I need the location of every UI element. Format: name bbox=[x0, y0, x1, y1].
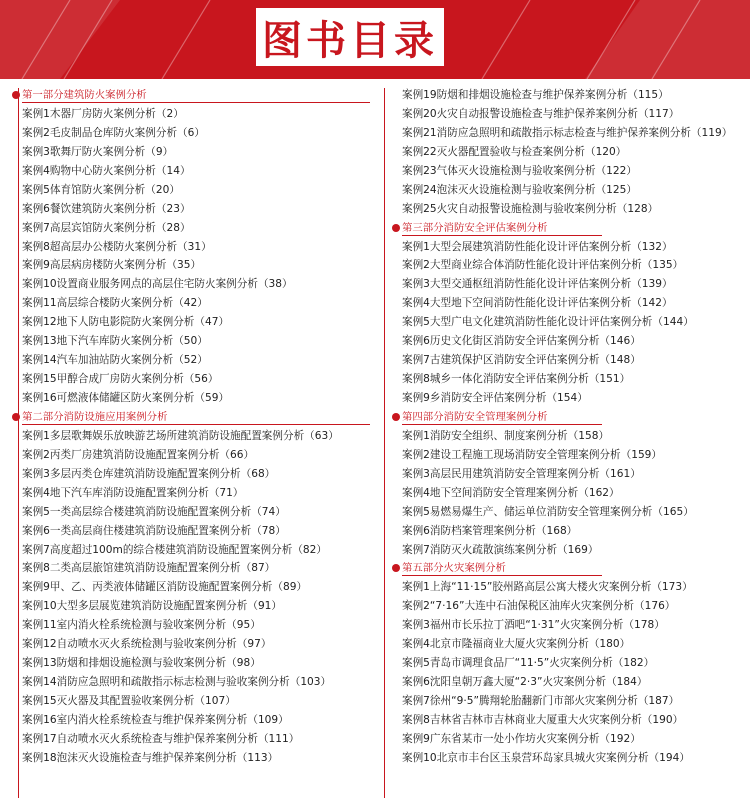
toc-entry-text: 案例7消防灭火疏散演练案例分析（169） bbox=[402, 543, 599, 556]
toc-entry bbox=[0, 465, 370, 484]
toc-entry bbox=[380, 86, 750, 105]
toc-entry-text: 案例9高层病房楼防火案例分析（35） bbox=[22, 259, 202, 272]
section-title: 第二部分消防设施应用案例分析 bbox=[22, 410, 168, 423]
toc-entry-text: 案例4地下汽车库消防设施配置案例分析（71） bbox=[22, 486, 244, 499]
toc-entry bbox=[380, 635, 750, 654]
toc-entry bbox=[380, 143, 750, 162]
toc-entry bbox=[380, 200, 750, 219]
section-bullet-icon bbox=[392, 564, 400, 572]
toc-right-column bbox=[380, 86, 750, 768]
toc-entry bbox=[0, 162, 370, 181]
section-heading bbox=[0, 408, 370, 427]
page-title: 图书目录 bbox=[262, 17, 438, 64]
section-heading bbox=[380, 559, 750, 578]
section-bullet-icon bbox=[12, 91, 20, 99]
toc-entry bbox=[0, 522, 370, 541]
toc-entry bbox=[380, 427, 750, 446]
section-title: 第三部分消防安全评估案例分析 bbox=[402, 221, 548, 234]
toc-entry bbox=[0, 427, 370, 446]
toc-entry-text: 案例3福州市长乐拉丁酒吧“1·31”火灾案例分析（178） bbox=[402, 619, 665, 632]
toc-entry-text: 案例4北京市隆福商业大厦火灾案例分析（180） bbox=[402, 638, 631, 651]
toc-entry-text: 案例7古建筑保护区消防安全评估案例分析（148） bbox=[402, 354, 641, 367]
toc-entry-text: 案例6历史文化街区消防安全评估案例分析（146） bbox=[402, 335, 641, 348]
toc-entry-text: 案例14消防应急照明和疏散指示标志检测与验收案例分析（103） bbox=[22, 676, 332, 689]
toc-entry bbox=[0, 351, 370, 370]
section-underline bbox=[22, 102, 370, 103]
toc-entry bbox=[0, 635, 370, 654]
toc-entry bbox=[0, 541, 370, 560]
toc-entry bbox=[0, 389, 370, 408]
toc-entry bbox=[380, 616, 750, 635]
toc-entry bbox=[0, 256, 370, 275]
toc-entry-text: 案例19防烟和排烟设施检查与维护保养案例分析（115） bbox=[402, 89, 669, 101]
toc-entry-text: 案例8二类高层旅馆建筑消防设施配置案例分析（87） bbox=[22, 562, 276, 575]
toc-entry-text: 案例1大型会展建筑消防性能化设计评估案例分析（132） bbox=[402, 240, 673, 253]
toc-entry bbox=[380, 275, 750, 294]
toc-entry-text: 案例13地下汽车库防火案例分析（50） bbox=[22, 335, 208, 348]
toc-entry bbox=[380, 578, 750, 597]
toc-entry-text: 案例10大型多层展览建筑消防设施配置案例分析（91） bbox=[22, 600, 283, 613]
toc-entry-text: 案例5大型广电文化建筑消防性能化设计评估案例分析（144） bbox=[402, 316, 694, 329]
toc-entry bbox=[380, 124, 750, 143]
toc-entry-text: 案例18泡沫灭火设施检查与维护保养案例分析（113） bbox=[22, 751, 279, 764]
toc-entry bbox=[380, 654, 750, 673]
section-heading bbox=[0, 86, 370, 105]
toc-entry-text: 案例7高度超过100m的综合楼建筑消防设施配置案例分析（82） bbox=[22, 543, 328, 556]
toc-entry bbox=[0, 749, 370, 768]
toc-entry-text: 案例10北京市丰台区玉泉营环岛家具城火灾案例分析（194） bbox=[402, 751, 690, 764]
toc-entry-text: 案例9乡消防安全评估案例分析（154） bbox=[402, 392, 588, 404]
toc-entry-text: 案例5青岛市调理食品厂“11·5”火灾案例分析（182） bbox=[402, 657, 655, 670]
toc-entry-text: 案例2丙类厂房建筑消防设施配置案例分析（66） bbox=[22, 448, 255, 461]
toc-entry bbox=[380, 692, 750, 711]
toc-entry bbox=[380, 730, 750, 749]
toc-entry-text: 案例12地下人防电影院防火案例分析（47） bbox=[22, 316, 230, 329]
toc-entry-text: 案例2大型商业综合体消防性能化设计评估案例分析（135） bbox=[402, 259, 684, 272]
toc-entry bbox=[380, 370, 750, 389]
toc-entry bbox=[0, 654, 370, 673]
toc-entry-text: 案例4地下空间消防安全管理案例分析（162） bbox=[402, 486, 620, 499]
toc-entry bbox=[0, 616, 370, 635]
toc-entry bbox=[0, 219, 370, 238]
toc-entry-text: 案例15甲醇合成厂房防火案例分析（56） bbox=[22, 373, 219, 386]
toc-entry bbox=[0, 181, 370, 200]
toc-entry bbox=[0, 673, 370, 692]
toc-entry bbox=[0, 105, 370, 124]
toc-entry-text: 案例6一类高层商住楼建筑消防设施配置案例分析（78） bbox=[22, 524, 286, 537]
toc-entry-text: 案例8吉林省吉林市吉林商业大厦重大火灾案例分析（190） bbox=[402, 713, 684, 726]
toc-entry bbox=[380, 484, 750, 503]
toc-entry-text: 案例22灭火器配置验收与检查案例分析（120） bbox=[402, 145, 627, 158]
toc-entry-text: 案例25火灾自动报警设施检测与验收案例分析（128） bbox=[402, 202, 659, 215]
toc-entry-text: 案例4购物中心防火案例分析（14） bbox=[22, 164, 191, 177]
toc-entry bbox=[0, 578, 370, 597]
toc-entry bbox=[380, 389, 750, 408]
toc-entry bbox=[380, 446, 750, 465]
toc-entry-text: 案例5易燃易爆生产、储运单位消防安全管理案例分析（165） bbox=[402, 505, 694, 518]
toc-entry-text: 案例24泡沫灭火设施检测与验收案例分析（125） bbox=[402, 183, 637, 196]
toc-entry-text: 案例11高层综合楼防火案例分析（42） bbox=[22, 297, 208, 310]
toc-entry bbox=[380, 541, 750, 560]
toc-entry bbox=[380, 749, 750, 768]
toc-entry bbox=[380, 597, 750, 616]
toc-entry bbox=[0, 143, 370, 162]
toc-entry bbox=[0, 503, 370, 522]
toc-entry bbox=[380, 294, 750, 313]
toc-entry-text: 案例11室内消火栓系统检测与验收案例分析（95） bbox=[22, 619, 261, 632]
toc-entry-text: 案例10设置商业服务网点的高层住宅防火案例分析（38） bbox=[22, 278, 293, 291]
toc-entry-text: 案例6沈阳皇朝万鑫大厦“2·3”火灾案例分析（184） bbox=[402, 676, 648, 689]
toc-entry-text: 案例9广东省某市一处小作坊火灾案例分析（192） bbox=[402, 732, 641, 745]
toc-entry bbox=[0, 446, 370, 465]
toc-entry bbox=[380, 105, 750, 124]
section-bullet-icon bbox=[12, 413, 20, 421]
toc-entry-text: 案例3大型交通枢纽消防性能化设计评估案例分析（139） bbox=[402, 278, 673, 291]
toc-entry-text: 案例5体育馆防火案例分析（20） bbox=[22, 183, 180, 196]
title-plate bbox=[256, 8, 444, 66]
toc-entry-text: 案例3高层民用建筑消防安全管理案例分析（161） bbox=[402, 467, 641, 480]
toc-entry-text: 案例1多层歌舞娱乐放映游艺场所建筑消防设施配置案例分析（63） bbox=[22, 429, 339, 442]
toc-entry bbox=[0, 238, 370, 257]
toc-entry bbox=[380, 332, 750, 351]
toc-entry bbox=[380, 162, 750, 181]
toc-entry-text: 案例2“7·16”大连中石油保税区油库火灾案例分析（176） bbox=[402, 600, 676, 613]
toc-entry bbox=[380, 313, 750, 332]
toc-entry bbox=[0, 313, 370, 332]
toc-entry-text: 案例1上海“11·15”胶州路高层公寓大楼火灾案例分析（173） bbox=[402, 581, 693, 594]
toc-entry bbox=[0, 730, 370, 749]
toc-entry bbox=[0, 692, 370, 711]
section-bullet-icon bbox=[392, 224, 400, 232]
section-title: 第五部分火灾案例分析 bbox=[402, 562, 506, 575]
section-title: 第四部分消防安全管理案例分析 bbox=[402, 410, 548, 423]
toc-entry-text: 案例7高层宾馆防火案例分析（28） bbox=[22, 221, 191, 234]
toc-entry-text: 案例9甲、乙、丙类液体储罐区消防设施配置案例分析（89） bbox=[22, 581, 308, 594]
toc-entry bbox=[0, 597, 370, 616]
toc-entry bbox=[0, 294, 370, 313]
toc-entry-text: 案例23气体灭火设施检测与验收案例分析（122） bbox=[402, 164, 637, 177]
toc-entry-text: 案例1木器厂房防火案例分析（2） bbox=[22, 107, 184, 120]
toc-entry-text: 案例4大型地下空间消防性能化设计评估案例分析（142） bbox=[402, 297, 673, 310]
toc-entry bbox=[0, 200, 370, 219]
toc-entry bbox=[0, 711, 370, 730]
toc-entry-text: 案例15灭火器及其配置验收案例分析（107） bbox=[22, 695, 236, 707]
toc-left-column bbox=[0, 86, 370, 768]
section-heading bbox=[380, 219, 750, 238]
toc-entry-text: 案例7徐州“9·5”腾翔轮胎翻新门市部火灾案例分析（187） bbox=[402, 695, 680, 707]
toc-entry-text: 案例12自动喷水灭火系统检测与验收案例分析（97） bbox=[22, 638, 272, 651]
toc-entry-text: 案例16室内消火栓系统检查与维护保养案例分析（109） bbox=[22, 713, 289, 726]
section-underline bbox=[402, 424, 602, 425]
toc-entry-text: 案例6餐饮建筑防火案例分析（23） bbox=[22, 202, 191, 215]
toc-entry bbox=[0, 124, 370, 143]
toc-entry bbox=[0, 275, 370, 294]
toc-entry-text: 案例6消防档案管理案例分析（168） bbox=[402, 524, 578, 537]
toc-entry bbox=[380, 351, 750, 370]
toc-entry-text: 案例5一类高层综合楼建筑消防设施配置案例分析（74） bbox=[22, 505, 286, 518]
toc-entry-text: 案例3多层丙类仓库建筑消防设施配置案例分析（68） bbox=[22, 467, 276, 480]
header-banner bbox=[0, 0, 750, 79]
section-underline bbox=[402, 235, 602, 236]
toc-entry bbox=[380, 503, 750, 522]
toc-entry-text: 案例20火灾自动报警设施检查与维护保养案例分析（117） bbox=[402, 107, 680, 120]
toc-entry-text: 案例2建设工程施工现场消防安全管理案例分析（159） bbox=[402, 448, 663, 461]
toc-entry bbox=[0, 484, 370, 503]
toc-entry bbox=[380, 181, 750, 200]
toc-entry bbox=[0, 370, 370, 389]
toc-entry bbox=[380, 465, 750, 484]
toc-entry bbox=[0, 332, 370, 351]
toc-entry-text: 案例3歌舞厅防火案例分析（9） bbox=[22, 145, 174, 158]
toc-entry bbox=[380, 711, 750, 730]
toc-entry bbox=[380, 238, 750, 257]
toc-entry-text: 案例16可燃液体储罐区防火案例分析（59） bbox=[22, 392, 230, 404]
toc-entry-text: 案例21消防应急照明和疏散指示标志检查与维护保养案例分析（119） bbox=[402, 126, 733, 139]
section-underline bbox=[22, 424, 370, 425]
toc-entry bbox=[380, 522, 750, 541]
toc-entry bbox=[380, 256, 750, 275]
section-heading bbox=[380, 408, 750, 427]
toc-entry-text: 案例8城乡一体化消防安全评估案例分析（151） bbox=[402, 373, 631, 386]
toc-entry-text: 案例1消防安全组织、制度案例分析（158） bbox=[402, 429, 610, 442]
section-underline bbox=[402, 575, 602, 576]
toc-entry bbox=[380, 673, 750, 692]
toc-entry-text: 案例13防烟和排烟设施检测与验收案例分析（98） bbox=[22, 657, 261, 670]
toc-entry-text: 案例17自动喷水灭火系统检查与维护保养案例分析（111） bbox=[22, 732, 300, 745]
section-title: 第一部分建筑防火案例分析 bbox=[22, 89, 147, 101]
section-bullet-icon bbox=[392, 413, 400, 421]
toc-entry bbox=[0, 559, 370, 578]
toc-entry-text: 案例14汽车加油站防火案例分析（52） bbox=[22, 354, 208, 367]
toc-entry-text: 案例8超高层办公楼防火案例分析（31） bbox=[22, 240, 212, 253]
toc-entry-text: 案例2毛皮制品仓库防火案例分析（6） bbox=[22, 126, 205, 139]
